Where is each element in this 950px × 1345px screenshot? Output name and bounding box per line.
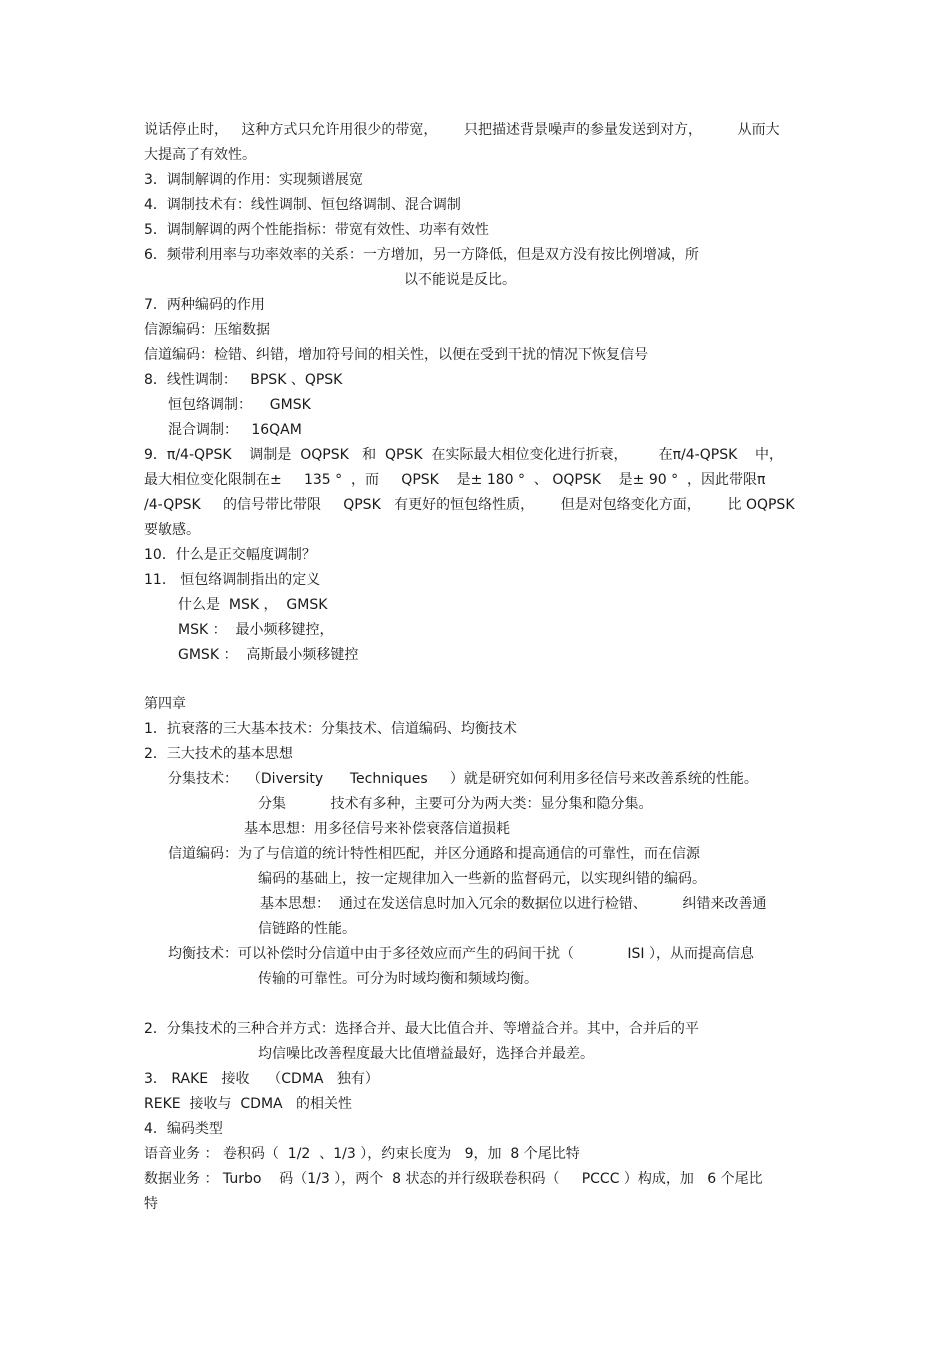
text-line: 均衡技术：可以补偿时分信道中由于多径效应而产生的码间干扰（ ISI ），从而提高信息	[168, 946, 754, 962]
text-line: MSK ： 最小频移键控，	[178, 622, 334, 638]
text-line: 6．频带利用率与功率效率的关系：一方增加，另一方降低，但是双方没有按比例增减，所	[144, 247, 699, 263]
text-line: 11． 恒包络调制指出的定义	[144, 572, 321, 588]
text-line: 编码的基础上，按一定规律加入一些新的监督码元，以实现纠错的编码。	[258, 871, 706, 887]
text-line: 大提高了有效性。	[144, 147, 256, 163]
text-line: 分集技术： （Diversity Techniques ）就是研究如何利用多径信号来改善系统的性能。	[168, 771, 758, 787]
text-line: 要敏感。	[144, 522, 200, 538]
text-line: REKE 接收与 CDMA 的相关性	[144, 1096, 352, 1112]
text-line: 信链路的性能。	[258, 921, 356, 937]
text-line: 基本思想：用多径信号来补偿衰落信道损耗	[244, 821, 510, 837]
text-line: 4．编码类型	[144, 1121, 223, 1137]
text-line: 2．三大技术的基本思想	[144, 746, 293, 762]
text-line: 传输的可靠性。可分为时域均衡和频域均衡。	[258, 971, 538, 987]
text-line: 信源编码：压缩数据	[144, 322, 270, 338]
text-line: 什么是 MSK ， GMSK	[178, 597, 328, 613]
text-line: 语音业务 ： 卷积码（ 1/2 、1/3 ），约束长度为 9，加 8 个尾比特	[144, 1146, 580, 1162]
text-line: 3． RAKE 接收 （CDMA 独有）	[144, 1071, 379, 1087]
text-line: 混合调制： 16QAM	[168, 422, 302, 438]
text-line: 以不能说是反比。	[404, 272, 516, 288]
text-line: 4．调制技术有：线性调制、恒包络调制、混合调制	[144, 197, 461, 213]
text-line: 1．抗衰落的三大基本技术：分集技术、信道编码、均衡技术	[144, 721, 517, 737]
text-line: 信道编码：检错、纠错，增加符号间的相关性，以便在受到干扰的情况下恢复信号	[144, 347, 648, 363]
text-line: 10．什么是正交幅度调制？	[144, 547, 316, 563]
text-line: 特	[144, 1196, 158, 1212]
text-line: /4-QPSK 的信号带比带限 QPSK 有更好的恒包络性质， 但是对包络变化方面， 比 OQPSK	[144, 497, 795, 513]
text-line: 恒包络调制： GMSK	[168, 397, 311, 413]
text-line: 数据业务 ： Turbo 码（1/3 ），两个 8 状态的并行级联卷积码（ PCCC ）构成，加 6 个尾比	[144, 1171, 763, 1187]
text-line: 8．线性调制： BPSK 、QPSK	[144, 372, 343, 388]
text-line: 9．π/4-QPSK 调制是 OQPSK 和 QPSK 在实际最大相位变化进行折衰， 在π/4-QPSK 中，	[144, 447, 784, 463]
text-line: 3．调制解调的作用：实现频谱展宽	[144, 172, 363, 188]
text-line: GMSK ： 高斯最小频移键控	[178, 647, 359, 663]
text-line: 最大相位变化限制在± 135 ° ，而 QPSK 是± 180 ° 、 OQPSK 是± 90 ° ，因此带限π	[144, 472, 766, 488]
text-line: 7．两种编码的作用	[144, 297, 265, 313]
text-line: 分集 技术有多种，主要可分为两大类：显分集和隐分集。	[258, 796, 653, 812]
text-line: 均信噪比改善程度最大比值增益最好，选择合并最差。	[258, 1046, 594, 1062]
text-line: 基本思想： 通过在发送信息时加入冗余的数据位以进行检错、 纠错来改善通	[260, 896, 767, 912]
text-line: 说话停止时， 这种方式只允许用很少的带宽， 只把描述背景噪声的参量发送到对方， 从而大	[144, 122, 780, 138]
text-line: 5．调制解调的两个性能指标：带宽有效性、功率有效性	[144, 222, 489, 238]
text-line: 2．分集技术的三种合并方式：选择合并、最大比值合并、等增益合并。其中，合并后的平	[144, 1021, 699, 1037]
text-line: 信道编码：为了与信道的统计特性相匹配，并区分通路和提高通信的可靠性，而在信源	[168, 846, 700, 862]
chapter-heading: 第四章	[144, 696, 186, 712]
